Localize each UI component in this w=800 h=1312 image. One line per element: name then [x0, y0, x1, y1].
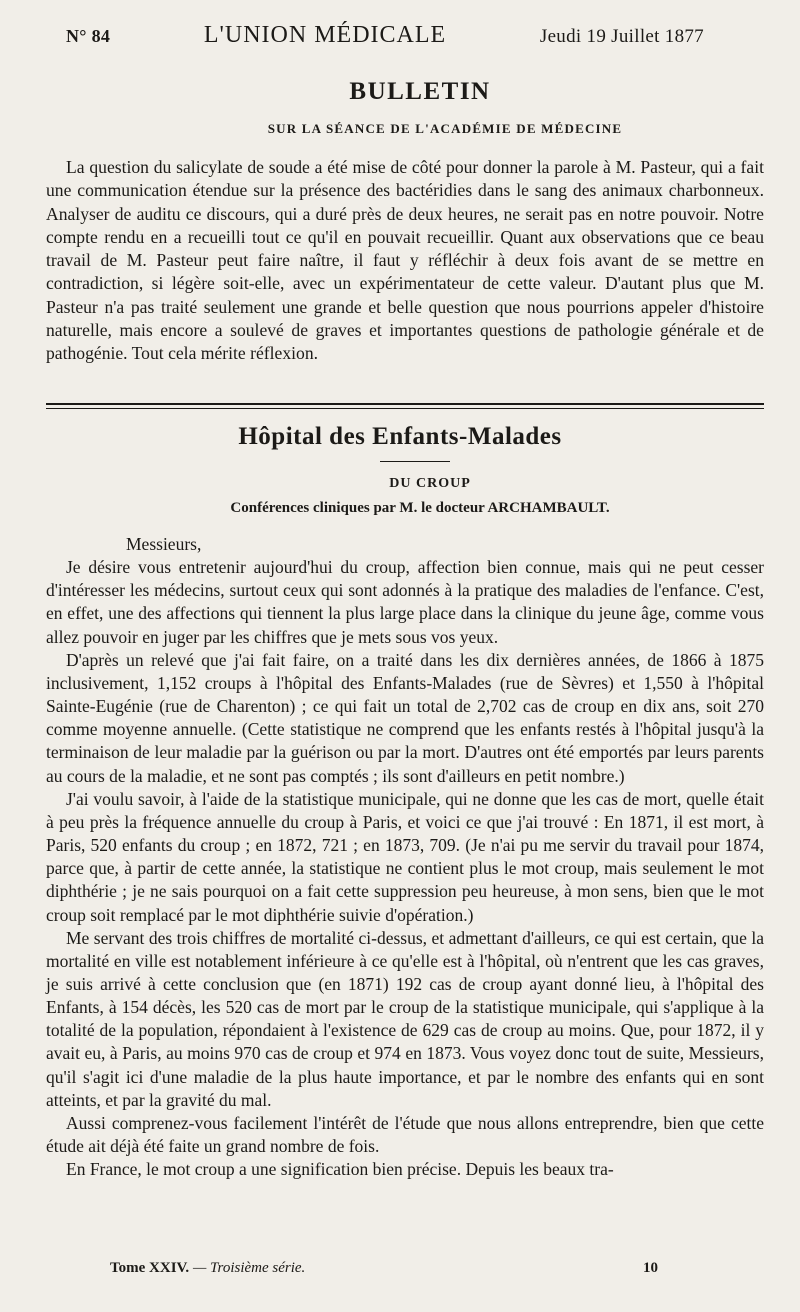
section-divider-thin: [46, 408, 764, 409]
lecture-paragraph-3: J'ai voulu savoir, à l'aide de la statistique municipale, qui ne donne que les cas de mort, quelle était à peu près la fréquence annuelle du croup à Paris, et voici ce que j'ai trouvé : En 1871, il est mort, à Paris, 520 enfants du croup ; en 1872, 721 ; en 1873, 709. (Je n'ai pu me servir du travail pour 1874, parce que, à partir de cette année, la statistique ne contient plus le mot croup, mais seulement le mot diphthérie ; je ne sais pourquoi on a fait cette suppression peu heureuse, à mon sens, bien que le mot croup soit remplacé par le mot diphthérie suivie d'opération.): [46, 788, 764, 925]
section-divider: [46, 403, 764, 405]
tome-label: Tome XXIV.: [110, 1260, 190, 1276]
lecture-paragraph-1: Je désire vous entretenir aujourd'hui du croup, affection bien connue, mais qui ne peut cesser d'intéresser les médecins, surtout ceux qui sont adonnés à la pratique des maladies de l'enfance. C'est, en effet, une des affections qui tiennent la plus large place dans la clinique du jeune âge, comme vous allez pouvoir en juger par les chiffres que je mets sous vos yeux.: [46, 557, 764, 647]
issue-number: N° 84: [66, 26, 111, 46]
page-footer: [110, 1260, 658, 1277]
bulletin-subheading: SUR LA SÉANCE DE L'ACADÉMIE DE MÉDECINE: [267, 121, 623, 136]
lecture-paragraph-6: En France, le mot croup a une signification bien précise. Depuis les beaux tra-: [66, 1159, 614, 1180]
running-head: [66, 22, 704, 49]
page-number: 10: [643, 1260, 658, 1276]
bulletin-heading: BULLETIN: [349, 78, 491, 105]
salutation: Messieurs,: [126, 534, 202, 554]
footer-volume: [110, 1260, 305, 1277]
lecture-paragraph-4: Me servant des trois chiffres de mortalité ci-dessus, et admettant d'ailleurs, ce qui est certain, que la mortalité en ville est notablement inférieure à ce qu'elle est à l'hôpital, où n'entrent que les cas graves, je suis arrivé à cette conclusion que (en 1871) 192 cas de croup ayant donné lieu, à l'hôpital des Enfants, à 154 décès, les 520 cas de mort par le croup de la statistique municipale, qui s'applique à la totalité de la population, répondaient à l'existence de 629 cas de croup au moins. Que, pour 1872, il y avait eu, à Paris, au moins 970 cas de croup et 974 en 1873. Vous voyez donc tout de suite, Messieurs, qu'il s'agit ici d'une maladie de la plus haute importance, et par le nombre des enfants qui en sont atteints, et par la gravité du mal.: [46, 927, 764, 1110]
journal-title: L'UNION MÉDICALE: [203, 22, 447, 48]
series-label: — Troisième série.: [192, 1260, 306, 1276]
bulletin-paragraph: La question du salicylate de soude a été mise de côté pour donner la parole à M. Pasteur, qui a fait une communication étendue sur la présence des bactéridies dans le sang des animaux charbonneux. Analyser de auditu ce discours, qui a duré près de deux heures, ne serait pas en notre pouvoir. Notre compte rendu en a recueilli tout ce qu'il en pouvait recueillir. Quant aux observations que ce beau travail de M. Pasteur peut faire naître, il faut y réfléchir à deux fois avant de se mettre en contradiction, si légère soit-elle, avec un expérimentateur de cette valeur. D'autant plus que M. Pasteur n'a pas traité seulement une grande et belle question que nous pourrions appeler d'histoire naturelle, mais encore a soulevé de graves et importantes questions de pathologie générale et de pathogénie. Tout cela mérite réflexion.: [46, 157, 764, 364]
title-rule: [380, 461, 450, 462]
section-subtitle: DU CROUP: [389, 476, 471, 491]
section-title: Hôpital des Enfants-Malades: [238, 423, 562, 450]
lecture-paragraph-5: Aussi comprenez-vous facilement l'intérêt de l'étude que nous allons entreprendre, bien que cette étude ait déjà été faite un grand nombre de fois.: [46, 1112, 764, 1157]
conference-byline: Conférences cliniques par M. le docteur ARCHAMBAULT.: [230, 500, 610, 516]
bulletin-body: [46, 156, 764, 366]
lecture-paragraph-2: D'après un relevé que j'ai fait faire, on a traité dans les dix dernières années, de 1866 à 1875 inclusivement, 1,152 croups à l'hôpital des Enfants-Malades (rue de Sèvres) et 1,550 à l'hôpital Sainte-Eugénie (rue de Charenton) ; ce qui fait un total de 2,702 cas de croup en dix ans, soit 270 comme moyenne annuelle. (Cette statistique ne comprend que les enfants restés à l'hôpital jusqu'à la terminaison de leur maladie par la guérison ou par la mort. D'autres ont été emportés par leurs parents au cours de la maladie, et ne sont pas comptés ; ils sont d'ailleurs en petit nombre.): [46, 649, 764, 786]
lecture-body: [46, 533, 764, 1181]
issue-date: Jeudi 19 Juillet 1877: [539, 26, 704, 47]
